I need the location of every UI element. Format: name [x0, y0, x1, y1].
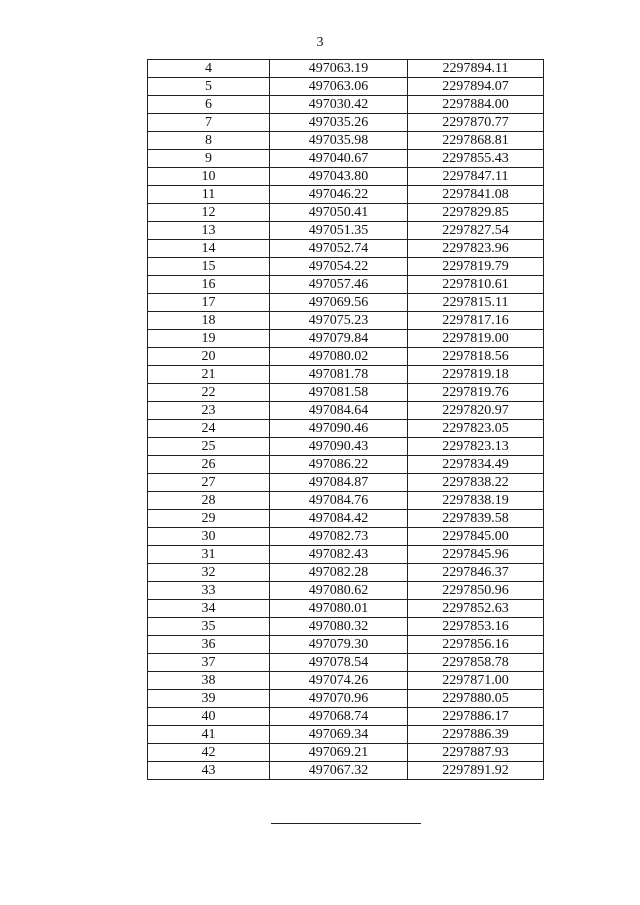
table-row — [148, 636, 544, 654]
x-coordinate-cell: 497069.56 — [270, 294, 408, 312]
x-coordinate-cell: 497068.74 — [270, 708, 408, 726]
y-coordinate-cell: 2297820.97 — [408, 402, 544, 420]
x-coordinate-cell: 497063.06 — [270, 78, 408, 96]
y-coordinate-cell: 2297855.43 — [408, 150, 544, 168]
x-coordinate-cell: 497054.22 — [270, 258, 408, 276]
x-coordinate-cell: 497084.87 — [270, 474, 408, 492]
point-number-cell: 17 — [148, 294, 270, 312]
table-row — [148, 492, 544, 510]
table-row — [148, 276, 544, 294]
table-row — [148, 438, 544, 456]
point-number-cell: 5 — [148, 78, 270, 96]
table-row — [148, 420, 544, 438]
table-row — [148, 348, 544, 366]
y-coordinate-cell: 2297815.11 — [408, 294, 544, 312]
point-number-cell: 31 — [148, 546, 270, 564]
y-coordinate-cell: 2297823.96 — [408, 240, 544, 258]
y-coordinate-cell: 2297887.93 — [408, 744, 544, 762]
point-number-cell: 42 — [148, 744, 270, 762]
y-coordinate-cell: 2297856.16 — [408, 636, 544, 654]
coordinates-table — [147, 59, 544, 780]
y-coordinate-cell: 2297838.22 — [408, 474, 544, 492]
table-row — [148, 654, 544, 672]
x-coordinate-cell: 497074.26 — [270, 672, 408, 690]
y-coordinate-cell: 2297853.16 — [408, 618, 544, 636]
y-coordinate-cell: 2297818.56 — [408, 348, 544, 366]
table-row — [148, 762, 544, 780]
x-coordinate-cell: 497080.32 — [270, 618, 408, 636]
point-number-cell: 27 — [148, 474, 270, 492]
point-number-cell: 12 — [148, 204, 270, 222]
x-coordinate-cell: 497050.41 — [270, 204, 408, 222]
y-coordinate-cell: 2297868.81 — [408, 132, 544, 150]
x-coordinate-cell: 497040.67 — [270, 150, 408, 168]
y-coordinate-cell: 2297894.07 — [408, 78, 544, 96]
y-coordinate-cell: 2297858.78 — [408, 654, 544, 672]
page-number: 3 — [316, 35, 324, 50]
y-coordinate-cell: 2297827.54 — [408, 222, 544, 240]
table-row — [148, 330, 544, 348]
x-coordinate-cell: 497082.73 — [270, 528, 408, 546]
table-row — [148, 294, 544, 312]
y-coordinate-cell: 2297819.18 — [408, 366, 544, 384]
table-row — [148, 744, 544, 762]
y-coordinate-cell: 2297839.58 — [408, 510, 544, 528]
table-row — [148, 690, 544, 708]
x-coordinate-cell: 497080.01 — [270, 600, 408, 618]
point-number-cell: 41 — [148, 726, 270, 744]
point-number-cell: 40 — [148, 708, 270, 726]
y-coordinate-cell: 2297886.39 — [408, 726, 544, 744]
x-coordinate-cell: 497078.54 — [270, 654, 408, 672]
point-number-cell: 11 — [148, 186, 270, 204]
point-number-cell: 8 — [148, 132, 270, 150]
y-coordinate-cell: 2297834.49 — [408, 456, 544, 474]
table-row — [148, 726, 544, 744]
y-coordinate-cell: 2297852.63 — [408, 600, 544, 618]
y-coordinate-cell: 2297841.08 — [408, 186, 544, 204]
y-coordinate-cell: 2297884.00 — [408, 96, 544, 114]
y-coordinate-cell: 2297870.77 — [408, 114, 544, 132]
point-number-cell: 20 — [148, 348, 270, 366]
y-coordinate-cell: 2297817.16 — [408, 312, 544, 330]
x-coordinate-cell: 497081.58 — [270, 384, 408, 402]
y-coordinate-cell: 2297894.11 — [408, 60, 544, 78]
x-coordinate-cell: 497035.26 — [270, 114, 408, 132]
point-number-cell: 16 — [148, 276, 270, 294]
table-row — [148, 366, 544, 384]
x-coordinate-cell: 497052.74 — [270, 240, 408, 258]
x-coordinate-cell: 497084.42 — [270, 510, 408, 528]
bottom-divider — [271, 823, 421, 824]
x-coordinate-cell: 497063.19 — [270, 60, 408, 78]
point-number-cell: 18 — [148, 312, 270, 330]
y-coordinate-cell: 2297850.96 — [408, 582, 544, 600]
point-number-cell: 34 — [148, 600, 270, 618]
y-coordinate-cell: 2297891.92 — [408, 762, 544, 780]
point-number-cell: 22 — [148, 384, 270, 402]
x-coordinate-cell: 497070.96 — [270, 690, 408, 708]
table-row — [148, 312, 544, 330]
y-coordinate-cell: 2297810.61 — [408, 276, 544, 294]
point-number-cell: 37 — [148, 654, 270, 672]
x-coordinate-cell: 497069.21 — [270, 744, 408, 762]
table-row — [148, 474, 544, 492]
table-row — [148, 150, 544, 168]
y-coordinate-cell: 2297845.96 — [408, 546, 544, 564]
y-coordinate-cell: 2297819.00 — [408, 330, 544, 348]
table-row — [148, 60, 544, 78]
table-row — [148, 546, 544, 564]
point-number-cell: 25 — [148, 438, 270, 456]
table-row — [148, 258, 544, 276]
table-row — [148, 204, 544, 222]
point-number-cell: 36 — [148, 636, 270, 654]
x-coordinate-cell: 497084.76 — [270, 492, 408, 510]
table-row — [148, 672, 544, 690]
table-row — [148, 600, 544, 618]
x-coordinate-cell: 497081.78 — [270, 366, 408, 384]
y-coordinate-cell: 2297823.13 — [408, 438, 544, 456]
point-number-cell: 33 — [148, 582, 270, 600]
table-row — [148, 564, 544, 582]
x-coordinate-cell: 497075.23 — [270, 312, 408, 330]
x-coordinate-cell: 497079.84 — [270, 330, 408, 348]
point-number-cell: 6 — [148, 96, 270, 114]
y-coordinate-cell: 2297846.37 — [408, 564, 544, 582]
point-number-cell: 10 — [148, 168, 270, 186]
point-number-cell: 9 — [148, 150, 270, 168]
table-row — [148, 132, 544, 150]
x-coordinate-cell: 497079.30 — [270, 636, 408, 654]
table-row — [148, 456, 544, 474]
point-number-cell: 21 — [148, 366, 270, 384]
y-coordinate-cell: 2297823.05 — [408, 420, 544, 438]
table-row — [148, 384, 544, 402]
point-number-cell: 38 — [148, 672, 270, 690]
table-row — [148, 78, 544, 96]
x-coordinate-cell: 497051.35 — [270, 222, 408, 240]
point-number-cell: 28 — [148, 492, 270, 510]
x-coordinate-cell: 497035.98 — [270, 132, 408, 150]
x-coordinate-cell: 497082.43 — [270, 546, 408, 564]
y-coordinate-cell: 2297845.00 — [408, 528, 544, 546]
table-row — [148, 168, 544, 186]
x-coordinate-cell: 497090.46 — [270, 420, 408, 438]
x-coordinate-cell: 497084.64 — [270, 402, 408, 420]
point-number-cell: 14 — [148, 240, 270, 258]
point-number-cell: 19 — [148, 330, 270, 348]
x-coordinate-cell: 497080.62 — [270, 582, 408, 600]
x-coordinate-cell: 497090.43 — [270, 438, 408, 456]
table-row — [148, 240, 544, 258]
x-coordinate-cell: 497030.42 — [270, 96, 408, 114]
table-row — [148, 510, 544, 528]
point-number-cell: 24 — [148, 420, 270, 438]
x-coordinate-cell: 497067.32 — [270, 762, 408, 780]
x-coordinate-cell: 497043.80 — [270, 168, 408, 186]
point-number-cell: 7 — [148, 114, 270, 132]
point-number-cell: 39 — [148, 690, 270, 708]
y-coordinate-cell: 2297819.79 — [408, 258, 544, 276]
point-number-cell: 30 — [148, 528, 270, 546]
x-coordinate-cell: 497086.22 — [270, 456, 408, 474]
point-number-cell: 43 — [148, 762, 270, 780]
x-coordinate-cell: 497069.34 — [270, 726, 408, 744]
table-row — [148, 618, 544, 636]
table-row — [148, 96, 544, 114]
table-row — [148, 708, 544, 726]
x-coordinate-cell: 497082.28 — [270, 564, 408, 582]
y-coordinate-cell: 2297880.05 — [408, 690, 544, 708]
y-coordinate-cell: 2297838.19 — [408, 492, 544, 510]
point-number-cell: 23 — [148, 402, 270, 420]
point-number-cell: 13 — [148, 222, 270, 240]
y-coordinate-cell: 2297847.11 — [408, 168, 544, 186]
x-coordinate-cell: 497057.46 — [270, 276, 408, 294]
table-row — [148, 528, 544, 546]
table-row — [148, 114, 544, 132]
y-coordinate-cell: 2297829.85 — [408, 204, 544, 222]
y-coordinate-cell: 2297871.00 — [408, 672, 544, 690]
table-row — [148, 582, 544, 600]
point-number-cell: 29 — [148, 510, 270, 528]
point-number-cell: 4 — [148, 60, 270, 78]
point-number-cell: 32 — [148, 564, 270, 582]
y-coordinate-cell: 2297819.76 — [408, 384, 544, 402]
table-row — [148, 222, 544, 240]
point-number-cell: 15 — [148, 258, 270, 276]
table-row — [148, 402, 544, 420]
coordinates-table-body — [148, 60, 544, 780]
y-coordinate-cell: 2297886.17 — [408, 708, 544, 726]
x-coordinate-cell: 497080.02 — [270, 348, 408, 366]
point-number-cell: 26 — [148, 456, 270, 474]
table-row — [148, 186, 544, 204]
point-number-cell: 35 — [148, 618, 270, 636]
x-coordinate-cell: 497046.22 — [270, 186, 408, 204]
